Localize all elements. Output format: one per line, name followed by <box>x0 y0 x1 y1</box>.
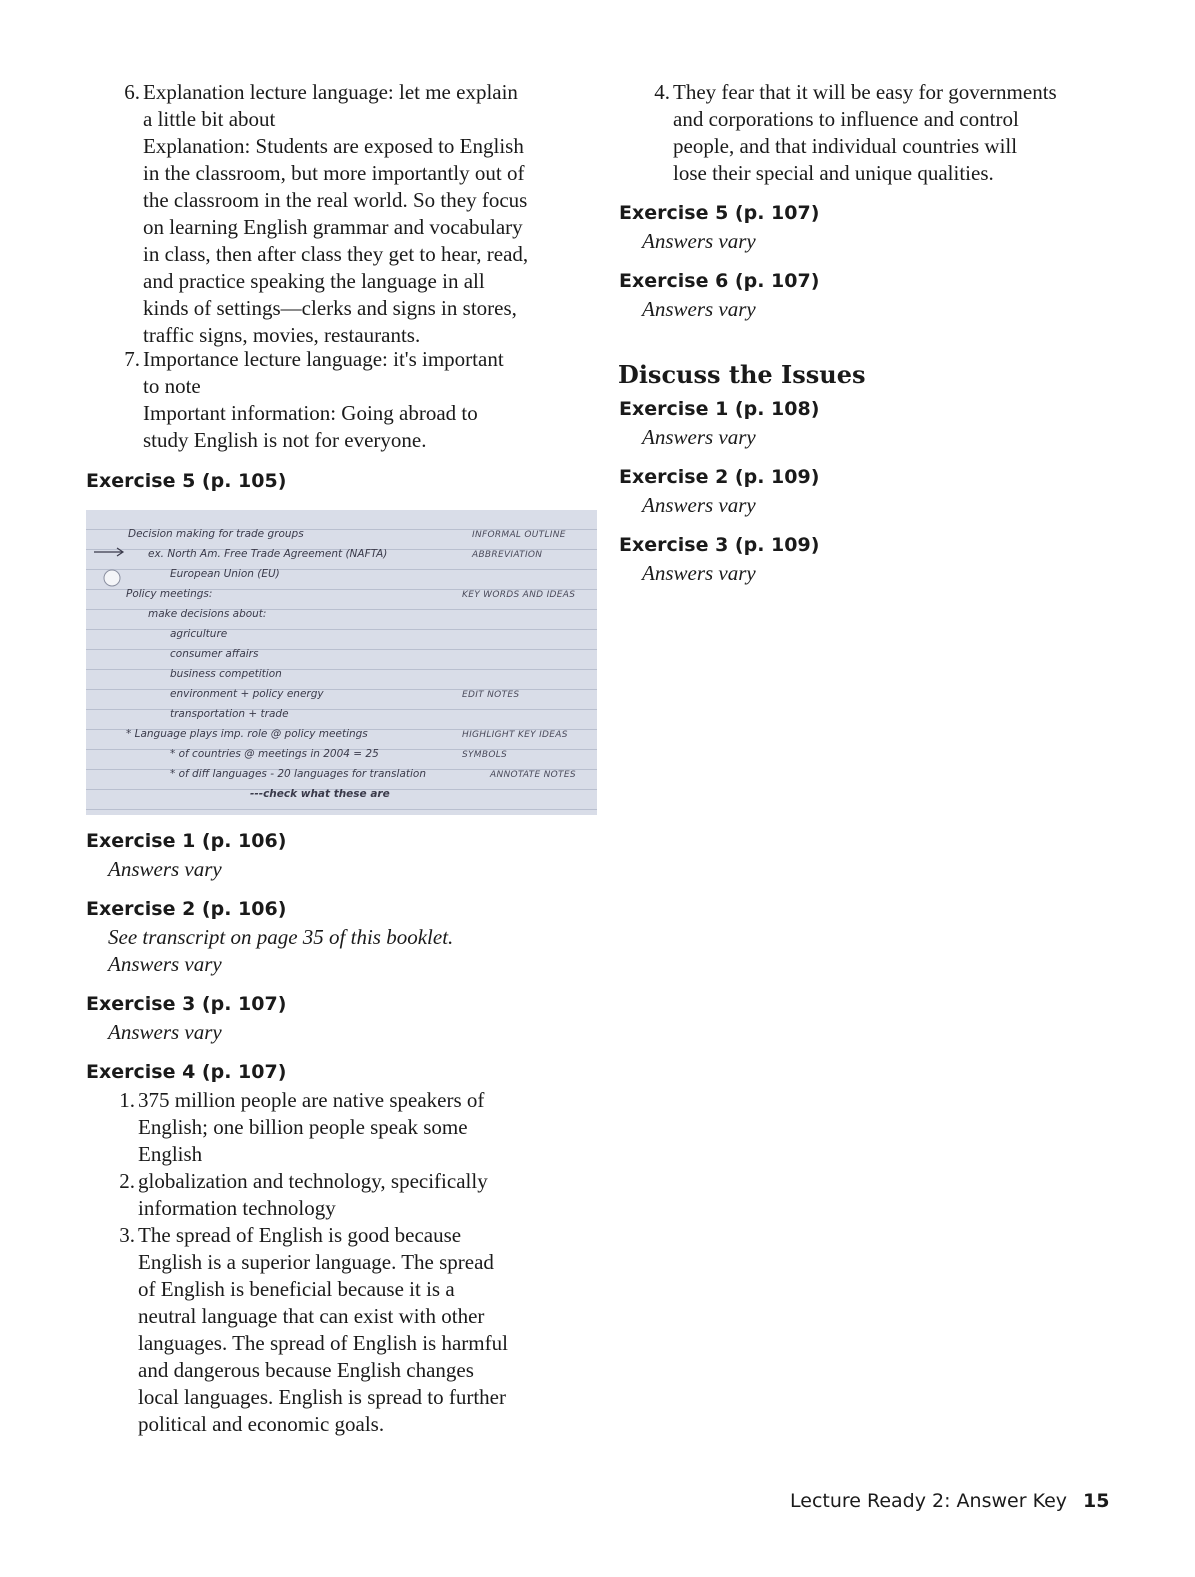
exercise-2-note: See transcript on page 35 of this booklet. <box>108 925 454 949</box>
discuss-exercise-2-heading: Exercise 2 (p. 109) <box>619 466 820 488</box>
note-line: European Union (EU) <box>170 568 280 580</box>
exercise-2-answer: Answers vary <box>108 952 222 976</box>
note-line: ---check what these are <box>250 788 390 800</box>
exercise-6-answer: Answers vary <box>642 297 756 321</box>
note-line: make decisions about: <box>148 608 267 620</box>
page-footer <box>790 1490 1109 1512</box>
discuss-heading: Discuss the Issues <box>618 360 866 389</box>
exercise-5-answer: Answers vary <box>642 229 756 253</box>
exercise-3-heading: Exercise 3 (p. 107) <box>86 993 287 1015</box>
note-label: SYMBOLS <box>462 750 508 760</box>
note-line: * Language plays imp. role @ policy meetings <box>126 728 368 740</box>
note-label: INFORMAL OUTLINE <box>472 530 566 540</box>
note-label: ABBREVIATION <box>472 550 543 560</box>
discuss-exercise-3-heading: Exercise 3 (p. 109) <box>619 534 820 556</box>
note-line: ex. North Am. Free Trade Agreement (NAFTA) <box>148 548 388 560</box>
note-label: KEY WORDS AND IDEAS <box>462 590 576 600</box>
exercise-5-p105-heading: Exercise 5 (p. 105) <box>86 470 287 492</box>
note-line: agriculture <box>170 628 228 640</box>
list-number: 6. <box>124 80 140 104</box>
exercise-3-answer: Answers vary <box>108 1020 222 1044</box>
list-text: Explanation lecture language: let me explain a little bit about Explanation: Students are exposed to English in the classroom, but more importantly out of the classroom in the real world. So they focus on learning English grammar and vocabulary in class, then after class they get to hear, read, and practice speaking the language in all kinds of settings—clerks and signs in stores, traffic signs, movies, restaurants. <box>143 80 529 347</box>
note-line: environment + policy energy <box>170 688 324 700</box>
list-number: 4. <box>654 80 670 104</box>
exercise-6-heading: Exercise 6 (p. 107) <box>619 270 820 292</box>
list-text: 375 million people are native speakers of English; one billion people speak some English <box>138 1088 485 1166</box>
exercise-5-heading: Exercise 5 (p. 107) <box>619 202 820 224</box>
note-line: consumer affairs <box>170 648 259 660</box>
note-line: * of countries @ meetings in 2004 = 25 <box>170 748 379 760</box>
list-text: They fear that it will be easy for governments and corporations to influence and control people, and that individual countries will lose their special and unique qualities. <box>673 80 1057 185</box>
note-line: Policy meetings: <box>126 588 213 600</box>
exercise-1-answer: Answers vary <box>108 857 222 881</box>
note-line: transportation + trade <box>170 708 289 720</box>
page-number: 15 <box>1083 1490 1110 1512</box>
list-number: 2. <box>119 1169 135 1193</box>
note-line: business competition <box>170 668 282 680</box>
list-text: The spread of English is good because English is a superior language. The spread of English is beneficial because it is a neutral language that can exist with other languages. The spread of English is harmful and dangerous because English changes local languages. English is spread to further political and economic goals. <box>138 1223 508 1436</box>
discuss-exercise-2-answer: Answers vary <box>642 493 756 517</box>
exercise-2-heading: Exercise 2 (p. 106) <box>86 898 287 920</box>
discuss-exercise-1-heading: Exercise 1 (p. 108) <box>619 398 820 420</box>
list-number: 3. <box>119 1223 135 1247</box>
note-label: EDIT NOTES <box>462 690 520 700</box>
note-line: Decision making for trade groups <box>128 528 304 540</box>
discuss-exercise-1-answer: Answers vary <box>642 425 756 449</box>
exercise-1-heading: Exercise 1 (p. 106) <box>86 830 287 852</box>
list-text: Importance lecture language: it's important to note Important information: Going abroad to study English is not for everyone. <box>143 347 504 452</box>
list-number: 1. <box>119 1088 135 1112</box>
note-label: HIGHLIGHT KEY IDEAS <box>462 730 568 740</box>
notebook-image <box>86 510 597 815</box>
exercise-4-heading: Exercise 4 (p. 107) <box>86 1061 287 1083</box>
discuss-exercise-3-answer: Answers vary <box>642 561 756 585</box>
list-text: globalization and technology, specifically information technology <box>138 1169 488 1220</box>
list-number: 7. <box>124 347 140 371</box>
footer-title: Lecture Ready 2: Answer Key <box>790 1490 1068 1512</box>
note-line: * of diff languages - 20 languages for translation <box>170 768 426 780</box>
note-label: ANNOTATE NOTES <box>490 770 576 780</box>
